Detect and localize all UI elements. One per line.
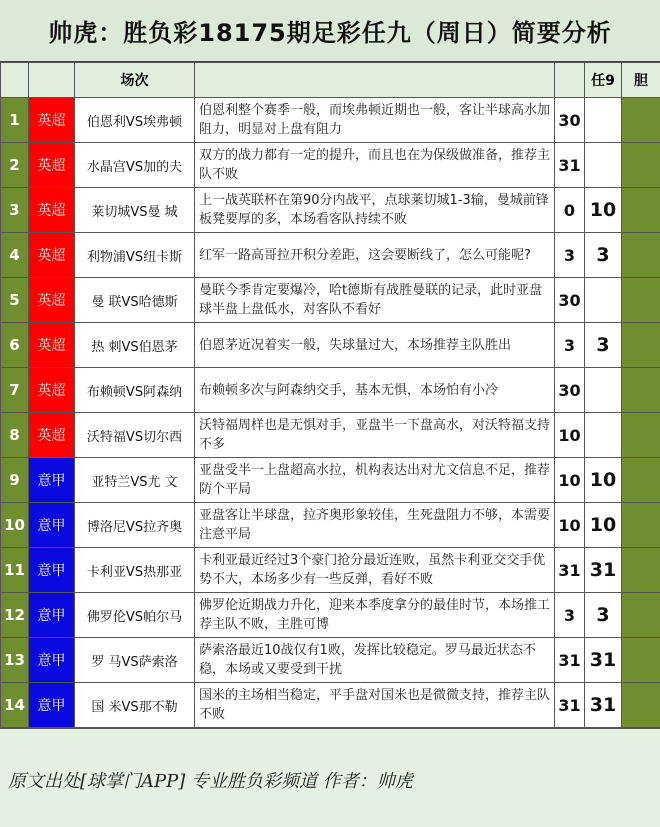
row-number: 8 [1,413,29,458]
match-name: 水晶宫VS加的夫 [75,143,195,188]
ren9-value: 31 [585,638,622,683]
pick-value: 31 [555,683,585,728]
row-number: 2 [1,143,29,188]
analysis-note: 伯恩茅近况着实一般，失球量过大，本场推荐主队胜出 [195,323,555,368]
analysis-note: 萨索洛最近10战仅有1败，发挥比较稳定。罗马最近状态不稳，本场或又要受到干扰 [195,638,555,683]
match-name: 国 米VS那不勒 [75,683,195,728]
row-number: 1 [1,98,29,143]
league-badge: 意甲 [29,458,75,503]
ren9-value: 10 [585,503,622,548]
match-name: 佛罗伦VS帕尔马 [75,593,195,638]
table-row [1,143,660,188]
table-row [1,593,660,638]
ren9-value [585,278,622,323]
analysis-note: 国米的主场相当稳定，平手盘对国米也是微微支持，推荐主队不败 [195,683,555,728]
league-badge: 英超 [29,143,75,188]
footer [0,728,660,827]
row-number: 6 [1,323,29,368]
pick-value: 0 [555,188,585,233]
league-badge: 英超 [29,368,75,413]
pick-value: 10 [555,503,585,548]
header-ren9: 任9 [585,63,622,98]
row-number: 7 [1,368,29,413]
header-num [1,63,29,98]
header-dan: 胆 [622,63,660,98]
league-badge: 英超 [29,278,75,323]
table-row [1,98,660,143]
dan-cell [622,323,660,368]
table-row [1,278,660,323]
analysis-table [0,62,660,728]
match-name: 热 刺VS伯恩茅 [75,323,195,368]
analysis-note: 红军一路高哥拉开积分差距，这会要断线了，怎么可能呢? [195,233,555,278]
dan-cell [622,233,660,278]
ren9-value: 31 [585,683,622,728]
match-name: 伯恩利VS埃弗顿 [75,98,195,143]
dan-cell [622,548,660,593]
dan-cell [622,278,660,323]
analysis-note: 佛罗伦近期战力升化，迎来本季度拿分的最佳时节，本场推工荐主队不败，主胜可博 [195,593,555,638]
ren9-value [585,143,622,188]
dan-cell [622,143,660,188]
match-name: 亚特兰VS尤 文 [75,458,195,503]
ren9-value: 3 [585,323,622,368]
match-name: 曼 联VS哈德斯 [75,278,195,323]
pick-value: 3 [555,323,585,368]
dan-cell [622,503,660,548]
league-badge: 意甲 [29,638,75,683]
row-number: 11 [1,548,29,593]
row-number: 4 [1,233,29,278]
table-row [1,368,660,413]
header-note [195,63,555,98]
row-number: 9 [1,458,29,503]
league-badge: 意甲 [29,548,75,593]
pick-value: 31 [555,638,585,683]
pick-value: 3 [555,233,585,278]
match-name: 沃特福VS切尔西 [75,413,195,458]
pick-value: 10 [555,413,585,458]
dan-cell [622,413,660,458]
ren9-value: 31 [585,548,622,593]
pick-value: 10 [555,458,585,503]
ren9-value: 3 [585,233,622,278]
league-badge: 意甲 [29,593,75,638]
header-league [29,63,75,98]
ren9-value [585,98,622,143]
analysis-note: 亚盘客让半球盘，拉齐奥形象较佳，生死盘阻力不够，本需要注意平局 [195,503,555,548]
table-row [1,503,660,548]
page-title: 帅虎：胜负彩18175期足彩任九（周日）简要分析 [0,0,660,62]
table-row [1,413,660,458]
ren9-value [585,413,622,458]
league-badge: 英超 [29,188,75,233]
dan-cell [622,683,660,728]
header-match: 场次 [75,63,195,98]
pick-value: 30 [555,278,585,323]
row-number: 10 [1,503,29,548]
league-badge: 英超 [29,233,75,278]
match-name: 罗 马VS萨索洛 [75,638,195,683]
pick-value: 30 [555,368,585,413]
analysis-note: 上一战英联杯在第90分内战平，点球莱切城1-3输，曼城前锋板凳要厚的多，本场看客队持续不败 [195,188,555,233]
row-number: 3 [1,188,29,233]
table-row [1,548,660,593]
footer-source-text: 原文出处[球掌门APP] 专业胜负彩频道 作者：帅虎 [8,771,413,792]
table-row [1,683,660,728]
league-badge: 英超 [29,413,75,458]
dan-cell [622,368,660,413]
dan-cell [622,98,660,143]
dan-cell [622,638,660,683]
match-name: 卡利亚VS热那亚 [75,548,195,593]
analysis-note: 亚盘受半一上盘超高水拉，机构表达出对尤文信息不足，推荐防个平局 [195,458,555,503]
row-number: 14 [1,683,29,728]
table-row [1,638,660,683]
analysis-note: 沃特福周样也是无惧对手，亚盘半一下盘高水，对沃特福支持不多 [195,413,555,458]
ren9-value: 10 [585,458,622,503]
ren9-value [585,368,622,413]
dan-cell [622,593,660,638]
table-row [1,233,660,278]
header-pick [555,63,585,98]
league-badge: 英超 [29,98,75,143]
pick-value: 31 [555,143,585,188]
pick-value: 30 [555,98,585,143]
pick-value: 31 [555,548,585,593]
row-number: 13 [1,638,29,683]
dan-cell [622,188,660,233]
ren9-value: 3 [585,593,622,638]
row-number: 12 [1,593,29,638]
analysis-note: 双方的战力都有一定的提升，而且也在为保级做准备，推荐主队不败 [195,143,555,188]
league-badge: 英超 [29,323,75,368]
analysis-note: 布赖顿多次与阿森纳交手，基本无惧，本场怕有小冷 [195,368,555,413]
table-header-row [1,63,660,98]
match-name: 布赖顿VS阿森纳 [75,368,195,413]
analysis-note: 曼联今季肯定要爆冷，哈t德斯有战胜曼联的记录，此时亚盘球半盘上盘低水，对客队不看好 [195,278,555,323]
ren9-value: 10 [585,188,622,233]
table-row [1,323,660,368]
analysis-note: 伯恩利整个赛季一般，而埃弗顿近期也一般，客让半球高水加阻力，明显对上盘有阻力 [195,98,555,143]
match-name: 博洛尼VS拉齐奥 [75,503,195,548]
table-row [1,188,660,233]
pick-value: 3 [555,593,585,638]
dan-cell [622,458,660,503]
match-name: 利物浦VS纽卡斯 [75,233,195,278]
league-badge: 意甲 [29,503,75,548]
match-name: 莱切城VS曼 城 [75,188,195,233]
table-row [1,458,660,503]
league-badge: 意甲 [29,683,75,728]
row-number: 5 [1,278,29,323]
analysis-note: 卡利亚最近经过3个豪门抢分最近连败，虽然卡利亚交交手优势不大，本场多少有一些反弹，看好不败 [195,548,555,593]
